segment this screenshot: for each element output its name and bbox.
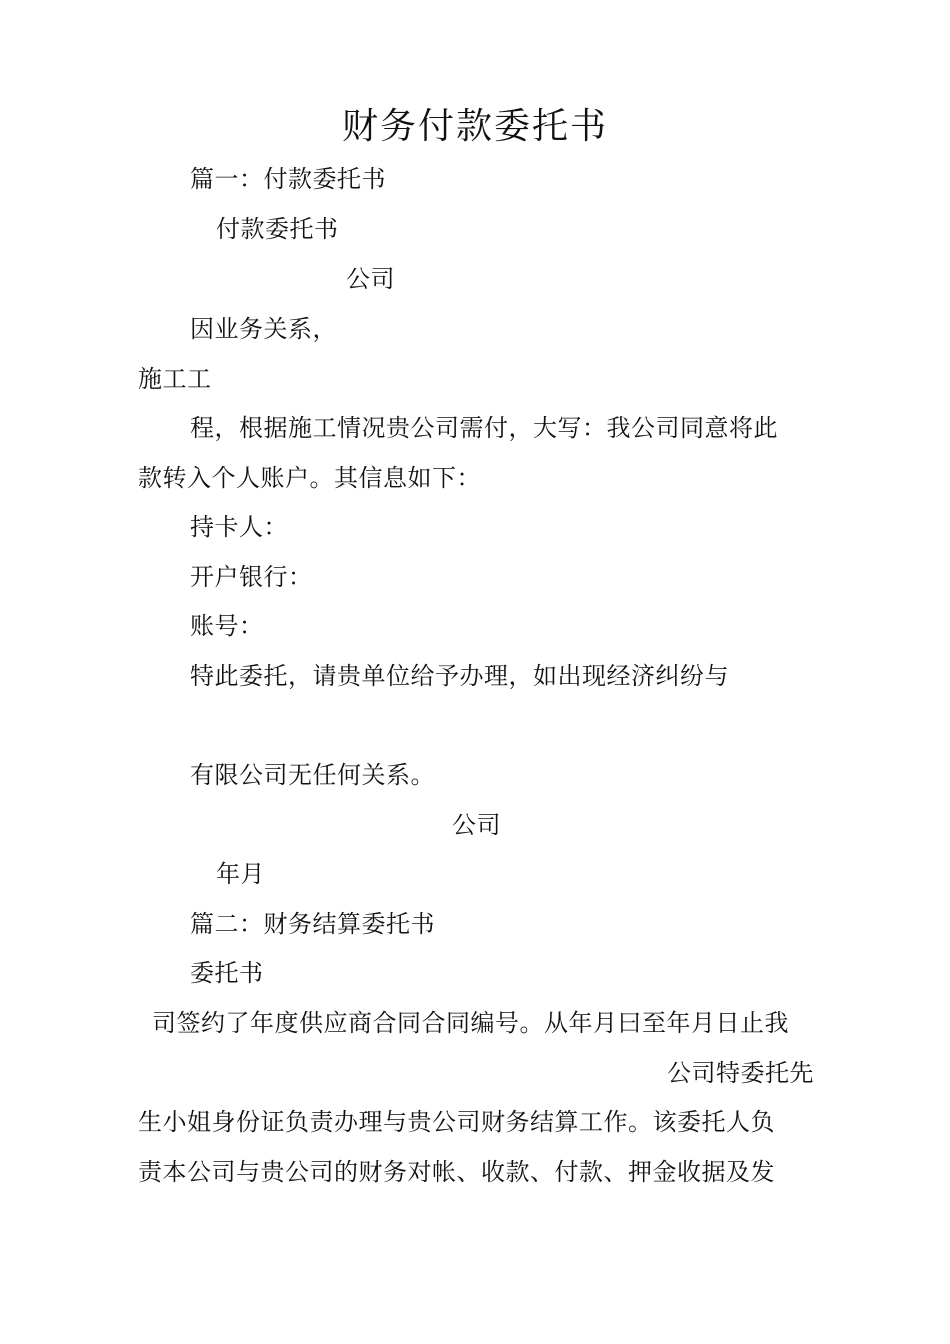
paragraph-line: 施工工 [138, 365, 212, 393]
subheading: 委托书 [190, 959, 264, 987]
document-title: 财务付款委托书 [341, 106, 608, 147]
paragraph-line: 司签约了年度供应商合同合同编号。从年月曰至年月日止我 [152, 1009, 789, 1037]
signature-company: 公司 [452, 811, 501, 839]
paragraph-line: 程，根据施工情况贵公司需付，大写：我公司同意将此 [190, 414, 778, 442]
bank-field: 开户银行： [190, 563, 313, 591]
section-heading-1: 篇一：付款委托书 [190, 165, 386, 193]
paragraph-line: 款转入个人账户。其信息如下： [138, 464, 481, 492]
paragraph-line: 公司特委托先 [667, 1059, 814, 1087]
recipient-line: 公司 [346, 265, 395, 293]
paragraph-line: 责本公司与贵公司的财务对帐、收款、付款、押金收据及发 [138, 1158, 775, 1186]
cardholder-field: 持卡人： [190, 513, 288, 541]
paragraph-line: 特此委托，请贵单位给予办理，如出现经济纠纷与 [190, 662, 729, 690]
paragraph-line: 有限公司无任何关系。 [190, 761, 435, 789]
subheading: 付款委托书 [216, 215, 339, 243]
signature-date: 年月 [216, 860, 265, 888]
paragraph-line: 生小姐身份证负责办理与贵公司财务结算工作。该委托人负 [138, 1108, 775, 1136]
section-heading-2: 篇二：财务结算委托书 [190, 910, 435, 938]
account-field: 账号： [190, 612, 264, 640]
paragraph-line: 因业务关系， [190, 315, 337, 343]
